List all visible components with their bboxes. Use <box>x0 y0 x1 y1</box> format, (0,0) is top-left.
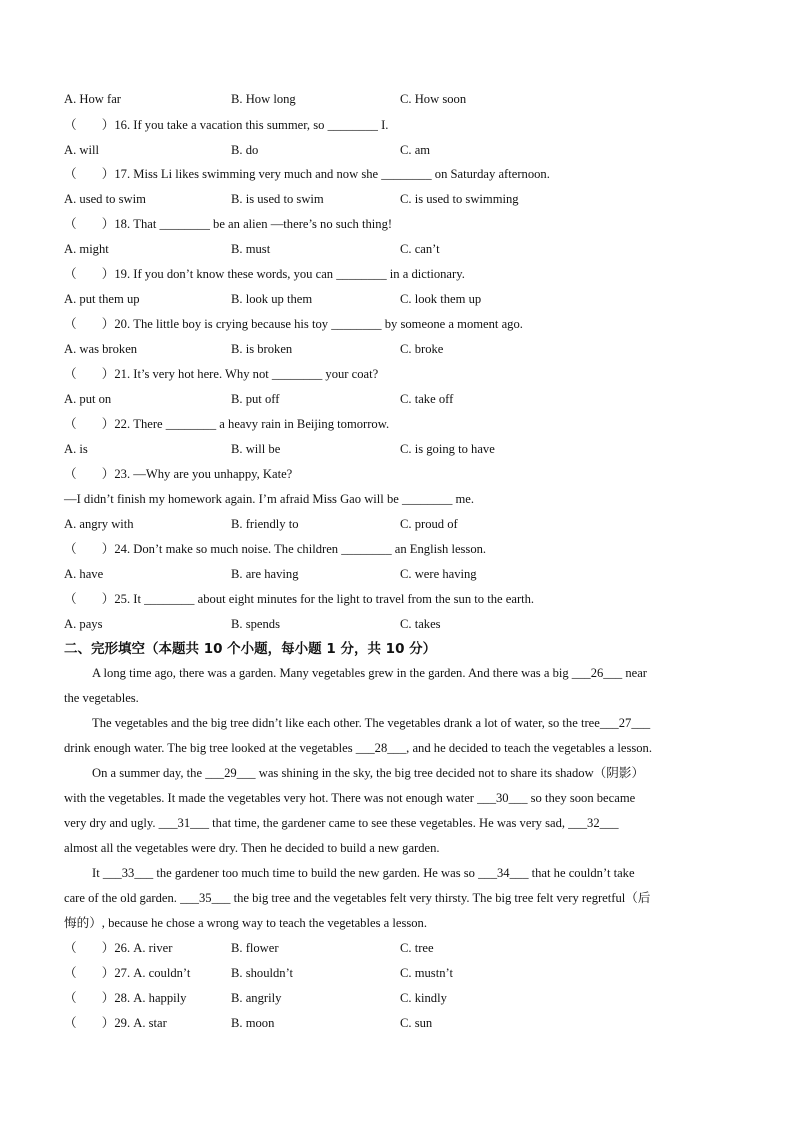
option-c: C. am <box>400 143 431 157</box>
option-a: A. angry with <box>64 517 134 531</box>
option-c: C. How soon <box>400 92 467 106</box>
question-19: （ ）19. If you don’t know these words, you can ________ in a dictionary. <box>64 267 465 281</box>
option-b: B. look up them <box>231 292 313 306</box>
option-b: B. is broken <box>231 342 293 356</box>
passage-line: It ___33___ the gardener too much time to build the new garden. He was so ___34___ that he couldn’t take <box>92 866 635 880</box>
option-a: A. pays <box>64 617 103 631</box>
option-b: B. angrily <box>231 991 282 1005</box>
passage-line: The vegetables and the big tree didn’t like each other. The vegetables drank a lot of water, so the tree___27___ <box>92 716 651 730</box>
option-a: （ ）26. A. river <box>64 941 173 955</box>
section-heading-cloze: 二、完形填空（本题共 10 个小题，每小题 1 分，共 10 分） <box>64 641 437 657</box>
option-c: C. mustn’t <box>400 966 453 980</box>
question-23-dialogue: —I didn’t finish my homework again. I’m afraid Miss Gao will be ________ me. <box>64 492 475 506</box>
option-a: （ ）27. A. couldn’t <box>64 966 191 980</box>
option-a: A. How far <box>64 92 122 106</box>
option-b: B. moon <box>231 1016 275 1030</box>
option-a: A. might <box>64 242 109 256</box>
option-a: A. was broken <box>64 342 138 356</box>
option-b: B. is used to swim <box>231 192 324 206</box>
passage-line: almost all the vegetables were dry. Then he decided to build a new garden. <box>64 841 440 855</box>
question-25: （ ）25. It ________ about eight minutes for the light to travel from the sun to the earth. <box>64 592 535 606</box>
question-21: （ ）21. It’s very hot here. Why not ________ your coat? <box>64 367 379 381</box>
option-a: A. put on <box>64 392 112 406</box>
option-c: C. were having <box>400 567 477 581</box>
option-b: B. How long <box>231 92 296 106</box>
option-b: B. friendly to <box>231 517 299 531</box>
option-c: C. is used to swimming <box>400 192 519 206</box>
question-23: （ ）23. —Why are you unhappy, Kate? <box>64 467 293 481</box>
passage-line: A long time ago, there was a garden. Many vegetables grew in the garden. And there was a big ___26___ near <box>92 666 648 680</box>
option-a: （ ）29. A. star <box>64 1016 167 1030</box>
option-c: C. sun <box>400 1016 433 1030</box>
option-a: A. have <box>64 567 104 581</box>
passage-line: On a summer day, the ___29___ was shining in the sky, the big tree decided not to share its shadow（阴影） <box>92 766 645 780</box>
option-a: （ ）28. A. happily <box>64 991 187 1005</box>
question-17: （ ）17. Miss Li likes swimming very much and now she ________ on Saturday afternoon. <box>64 167 550 181</box>
option-b: B. are having <box>231 567 299 581</box>
question-22: （ ）22. There ________ a heavy rain in Beijing tomorrow. <box>64 417 390 431</box>
option-c: C. can’t <box>400 242 440 256</box>
option-b: B. must <box>231 242 271 256</box>
option-b: B. put off <box>231 392 280 406</box>
option-a: A. will <box>64 143 99 157</box>
option-b: B. do <box>231 143 259 157</box>
question-20: （ ）20. The little boy is crying because his toy ________ by someone a moment ago. <box>64 317 523 331</box>
passage-line: with the vegetables. It made the vegetables very hot. There was not enough water ___30___ so they soon became <box>64 791 636 805</box>
option-c: C. is going to have <box>400 442 495 456</box>
option-b: B. flower <box>231 941 279 955</box>
option-b: B. will be <box>231 442 281 456</box>
option-c: C. proud of <box>400 517 458 531</box>
passage-line: 悔的）, because he chose a wrong way to teach the vegetables a lesson. <box>64 916 427 930</box>
option-a: A. used to swim <box>64 192 146 206</box>
option-b: B. shouldn’t <box>231 966 294 980</box>
option-b: B. spends <box>231 617 280 631</box>
question-16: （ ）16. If you take a vacation this summer, so ________ I. <box>64 118 389 132</box>
option-a: A. put them up <box>64 292 140 306</box>
option-c: C. broke <box>400 342 444 356</box>
question-18: （ ）18. That ________ be an alien —there’s no such thing! <box>64 217 393 231</box>
passage-line: very dry and ugly. ___31___ that time, the gardener came to see these vegetables. He was very sad, ___32___ <box>64 816 619 830</box>
option-c: C. tree <box>400 941 434 955</box>
question-24: （ ）24. Don’t make so much noise. The children ________ an English lesson. <box>64 542 487 556</box>
passage-line: care of the old garden. ___35___ the big tree and the vegetables felt very thirsty. The big tree felt very regretful（后 <box>64 891 651 905</box>
option-c: C. takes <box>400 617 441 631</box>
option-c: C. take off <box>400 392 454 406</box>
passage-line: the vegetables. <box>64 691 139 705</box>
option-a: A. is <box>64 442 88 456</box>
passage-line: drink enough water. The big tree looked at the vegetables ___28___, and he decided to teach the vegetables a lesson. <box>64 741 652 755</box>
option-c: C. look them up <box>400 292 482 306</box>
option-c: C. kindly <box>400 991 447 1005</box>
